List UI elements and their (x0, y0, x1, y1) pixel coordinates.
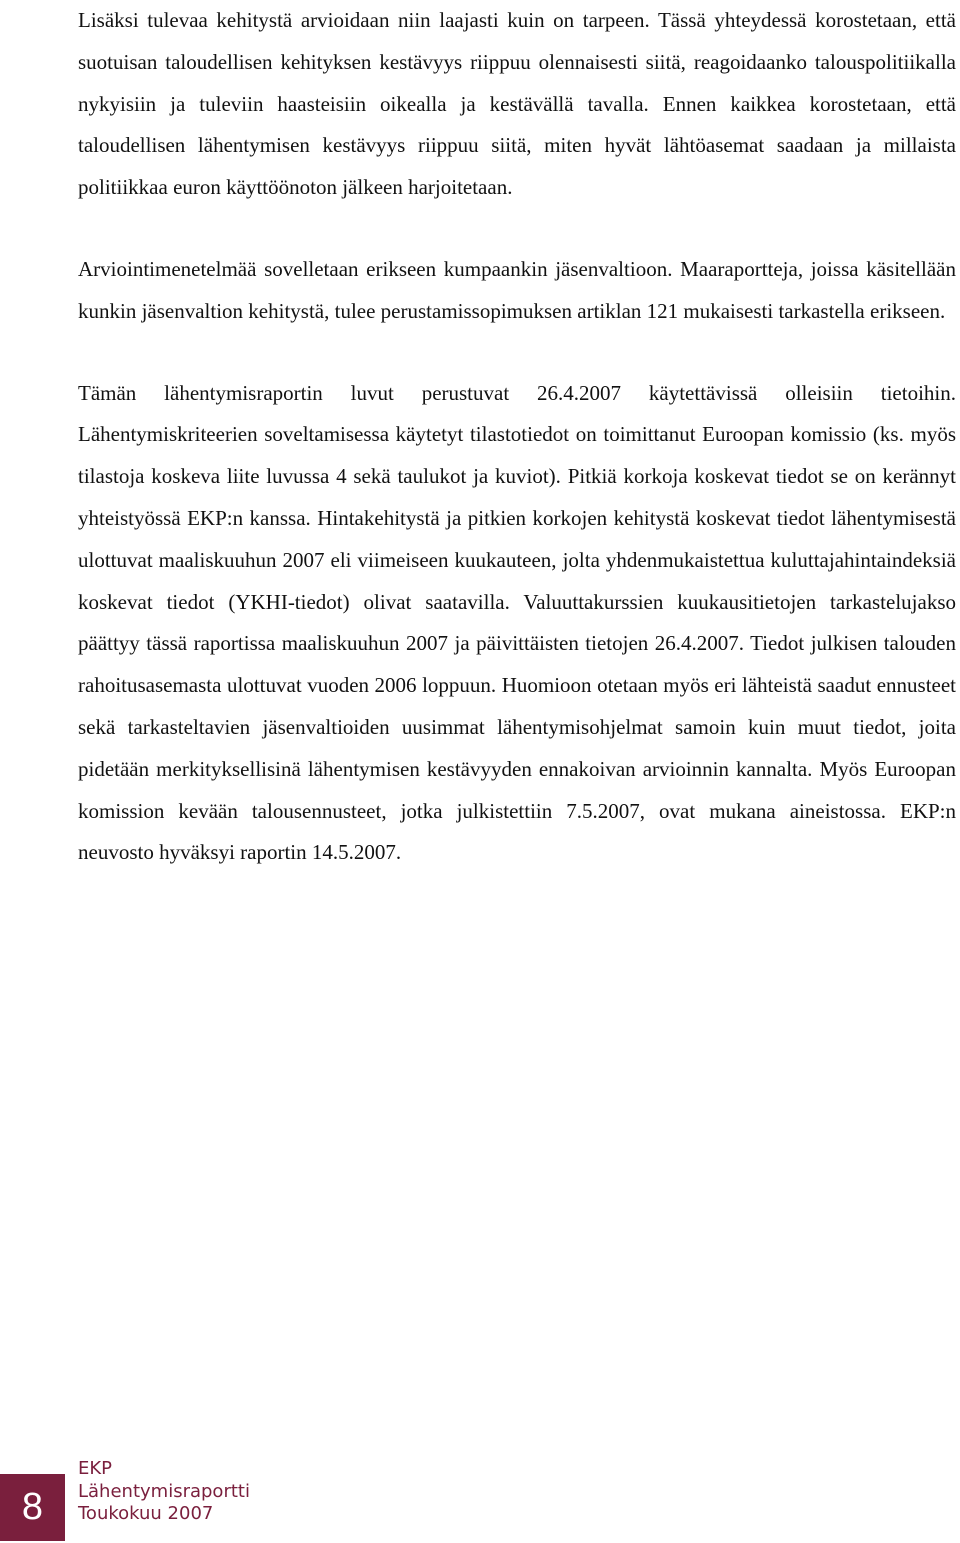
page-number: 8 (0, 1474, 65, 1541)
footer-date: Toukokuu 2007 (78, 1503, 214, 1524)
footer-info (78, 1458, 250, 1526)
footer-report-title: Lähentymisraportti (78, 1480, 250, 1502)
page-footer (0, 1458, 960, 1543)
footer-publisher: EKP (78, 1458, 113, 1479)
paragraph-method: Arviointimenetelmää sovelletaan erikseen kumpaankin jäsenvaltioon. Maaraportteja, joissa käsitellään kunkin jäsenvaltion kehitystä, tulee perustamissopimuksen artiklan 121 mukaisesti tarkastella erikseen. (78, 256, 956, 323)
paragraph-intro: Lisäksi tulevaa kehitystä arvioidaan niin laajasti kuin on tarpeen. Tässä yhteydessä korostetaan, että suotuisan taloudellisen kehityksen kestävyys riippuu olennaisesti siitä, reagoidaanko talouspolitiikalla nykyisiin ja tuleviin haasteisiin oikealla ja kestävällä tavalla. Ennen kaikkea korostetaan, että taloudellisen lähentymisen kestävyys riippuu siitä, miten hyvät lähtöasemat saadaan ja millaista politiikkaa euron käyttöönoton jälkeen harjoitetaan. (78, 8, 956, 200)
paragraph-data-sources: Tämän lähentymisraportin luvut perustuvat 26.4.2007 käytettävissä olleisiin tietoihin. Lähentymiskriteerien soveltamisessa käytetyt tilastotiedot on toimittanut Euroopan komissio (ks. myös tilastoja koskeva liite luvussa 4 sekä taulukot ja kuviot). Pitkiä korkoja koskevat tiedot se on kerännyt yhteistyössä EKP:n kanssa. Hintakehitystä ja pitkien korkojen kehitystä koskevat tiedot lähentymisestä ulottuvat maaliskuuhun 2007 eli viimeiseen kuukauteen, jolta yhdenmukaistettua kuluttajahintaindeksiä koskevat tiedot (YKHI-tiedot) olivat saatavilla. Valuuttakurssien kuukausitietojen tarkastelujakso päättyy tässä raportissa maaliskuuhun 2007 ja päivittäisten tietojen 26.4.2007. Tiedot julkisen talouden rahoitusasemasta ulottuvat vuoden 2006 loppuun. Huomioon otetaan myös eri lähteistä saadut ennusteet sekä tarkasteltavien jäsenvaltioiden uusimmat lähentymisohjelmat samoin kuin muut tiedot, joita pidetään merkityksellisinä lähentymisen kestävyyden ennakoivan arvioinnin kannalta. Myös Euroopan komission kevään talousennusteet, jotka julkistettiin 7.5.2007, ovat mukana aineistossa. EKP:n neuvosto hyväksyi raportin 14.5.2007. (78, 380, 956, 865)
document-body (78, 0, 956, 874)
